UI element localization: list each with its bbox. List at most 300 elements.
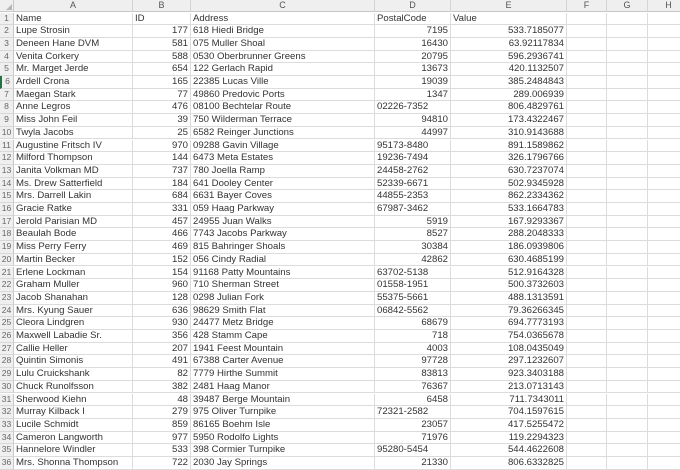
- name-cell[interactable]: Mr. Marget Jerde: [14, 63, 133, 76]
- id-cell[interactable]: 457: [133, 216, 191, 229]
- cell[interactable]: [648, 343, 680, 356]
- value-cell[interactable]: 533.1664783: [451, 203, 567, 216]
- name-cell[interactable]: Erlene Lockman: [14, 267, 133, 280]
- row-number[interactable]: 23: [0, 292, 14, 305]
- cell[interactable]: [648, 51, 680, 64]
- id-cell[interactable]: 636: [133, 305, 191, 318]
- header-cell[interactable]: Address: [191, 13, 375, 26]
- id-cell[interactable]: 152: [133, 254, 191, 267]
- value-cell[interactable]: 167.9293367: [451, 216, 567, 229]
- id-cell[interactable]: 279: [133, 406, 191, 419]
- postal-code-cell[interactable]: 68679: [375, 317, 451, 330]
- cell[interactable]: [648, 444, 680, 457]
- cell[interactable]: [607, 355, 648, 368]
- id-cell[interactable]: 476: [133, 101, 191, 114]
- id-cell[interactable]: 684: [133, 190, 191, 203]
- cell[interactable]: [607, 152, 648, 165]
- value-cell[interactable]: 488.1313591: [451, 292, 567, 305]
- cell[interactable]: [607, 317, 648, 330]
- cell[interactable]: [567, 76, 607, 89]
- cell[interactable]: [607, 51, 648, 64]
- value-cell[interactable]: 310.9143688: [451, 127, 567, 140]
- cell[interactable]: [607, 140, 648, 153]
- row-number[interactable]: 7: [0, 89, 14, 102]
- cell[interactable]: [607, 254, 648, 267]
- cell[interactable]: [648, 203, 680, 216]
- cell[interactable]: [648, 114, 680, 127]
- cell[interactable]: [648, 406, 680, 419]
- name-cell[interactable]: Miss Perry Ferry: [14, 241, 133, 254]
- name-cell[interactable]: Twyla Jacobs: [14, 127, 133, 140]
- cell[interactable]: [567, 63, 607, 76]
- name-cell[interactable]: Lulu Cruickshank: [14, 368, 133, 381]
- postal-code-cell[interactable]: 7195: [375, 25, 451, 38]
- cell[interactable]: [648, 355, 680, 368]
- cell[interactable]: [648, 241, 680, 254]
- row-number[interactable]: 35: [0, 444, 14, 457]
- value-cell[interactable]: 711.7343011: [451, 394, 567, 407]
- value-cell[interactable]: 754.0365678: [451, 330, 567, 343]
- cell[interactable]: [607, 330, 648, 343]
- row-number[interactable]: 29: [0, 368, 14, 381]
- cell[interactable]: [648, 89, 680, 102]
- address-cell[interactable]: 22385 Lucas Ville: [191, 76, 375, 89]
- cell[interactable]: [648, 216, 680, 229]
- header-cell[interactable]: Name: [14, 13, 133, 26]
- row-number[interactable]: 5: [0, 63, 14, 76]
- cell[interactable]: [567, 432, 607, 445]
- value-cell[interactable]: 288.2048333: [451, 228, 567, 241]
- cell[interactable]: [607, 216, 648, 229]
- id-cell[interactable]: 39: [133, 114, 191, 127]
- row-number[interactable]: 14: [0, 178, 14, 191]
- cell[interactable]: [607, 279, 648, 292]
- cell[interactable]: [567, 330, 607, 343]
- value-cell[interactable]: 108.0435049: [451, 343, 567, 356]
- address-cell[interactable]: 39487 Berge Mountain: [191, 394, 375, 407]
- value-cell[interactable]: 596.2936741: [451, 51, 567, 64]
- postal-code-cell[interactable]: 8527: [375, 228, 451, 241]
- value-cell[interactable]: 289.006939: [451, 89, 567, 102]
- cell[interactable]: [607, 203, 648, 216]
- postal-code-cell[interactable]: 42862: [375, 254, 451, 267]
- id-cell[interactable]: 588: [133, 51, 191, 64]
- cell[interactable]: [607, 292, 648, 305]
- id-cell[interactable]: 48: [133, 394, 191, 407]
- cell[interactable]: [648, 279, 680, 292]
- cell[interactable]: [607, 127, 648, 140]
- address-cell[interactable]: 7779 Hirthe Summit: [191, 368, 375, 381]
- value-cell[interactable]: 420.1132507: [451, 63, 567, 76]
- row-number[interactable]: 16: [0, 203, 14, 216]
- address-cell[interactable]: 2030 Jay Springs: [191, 457, 375, 470]
- postal-code-cell[interactable]: 67987-3462: [375, 203, 451, 216]
- id-cell[interactable]: 737: [133, 165, 191, 178]
- cell[interactable]: [648, 267, 680, 280]
- cell[interactable]: [607, 267, 648, 280]
- id-cell[interactable]: 581: [133, 38, 191, 51]
- cell[interactable]: [607, 63, 648, 76]
- row-number[interactable]: 4: [0, 51, 14, 64]
- value-cell[interactable]: 500.3732603: [451, 279, 567, 292]
- id-cell[interactable]: 930: [133, 317, 191, 330]
- name-cell[interactable]: Miss John Feil: [14, 114, 133, 127]
- row-number[interactable]: 31: [0, 394, 14, 407]
- address-cell[interactable]: 0298 Julian Fork: [191, 292, 375, 305]
- row-number[interactable]: 32: [0, 406, 14, 419]
- row-number[interactable]: 10: [0, 127, 14, 140]
- value-cell[interactable]: 891.1589862: [451, 140, 567, 153]
- row-number[interactable]: 28: [0, 355, 14, 368]
- address-cell[interactable]: 056 Cindy Radial: [191, 254, 375, 267]
- postal-code-cell[interactable]: 97728: [375, 355, 451, 368]
- id-cell[interactable]: 128: [133, 292, 191, 305]
- cell[interactable]: [607, 444, 648, 457]
- name-cell[interactable]: Gracie Ratke: [14, 203, 133, 216]
- id-cell[interactable]: 977: [133, 432, 191, 445]
- id-cell[interactable]: 207: [133, 343, 191, 356]
- id-cell[interactable]: 144: [133, 152, 191, 165]
- cell[interactable]: [607, 25, 648, 38]
- value-cell[interactable]: 79.36266345: [451, 305, 567, 318]
- cell[interactable]: [607, 101, 648, 114]
- postal-code-cell[interactable]: 95280-5454: [375, 444, 451, 457]
- cell[interactable]: [567, 203, 607, 216]
- cell[interactable]: [567, 38, 607, 51]
- postal-code-cell[interactable]: 52339-6671: [375, 178, 451, 191]
- row-number[interactable]: 15: [0, 190, 14, 203]
- cell[interactable]: [648, 368, 680, 381]
- value-cell[interactable]: 119.2294323: [451, 432, 567, 445]
- cell[interactable]: [567, 457, 607, 470]
- postal-code-cell[interactable]: 20795: [375, 51, 451, 64]
- cell[interactable]: [567, 89, 607, 102]
- row-number[interactable]: 24: [0, 305, 14, 318]
- row-number[interactable]: 21: [0, 267, 14, 280]
- cell[interactable]: [648, 432, 680, 445]
- cell[interactable]: [648, 178, 680, 191]
- cell[interactable]: [567, 305, 607, 318]
- header-cell[interactable]: ID: [133, 13, 191, 26]
- value-cell[interactable]: 704.1597615: [451, 406, 567, 419]
- postal-code-cell[interactable]: 44997: [375, 127, 451, 140]
- postal-code-cell[interactable]: 21330: [375, 457, 451, 470]
- value-cell[interactable]: 297.1232607: [451, 355, 567, 368]
- cell[interactable]: [567, 292, 607, 305]
- address-cell[interactable]: 428 Stamm Cape: [191, 330, 375, 343]
- cell[interactable]: [567, 13, 607, 26]
- name-cell[interactable]: Maxwell Labadie Sr.: [14, 330, 133, 343]
- cell[interactable]: [567, 216, 607, 229]
- cell[interactable]: [648, 317, 680, 330]
- id-cell[interactable]: 533: [133, 444, 191, 457]
- row-number[interactable]: 6: [0, 76, 14, 89]
- postal-code-cell[interactable]: 76367: [375, 381, 451, 394]
- postal-code-cell[interactable]: 6458: [375, 394, 451, 407]
- address-cell[interactable]: 0530 Oberbrunner Greens: [191, 51, 375, 64]
- cell[interactable]: [607, 432, 648, 445]
- column-header-d[interactable]: D: [375, 0, 451, 12]
- cell[interactable]: [648, 63, 680, 76]
- postal-code-cell[interactable]: 19236-7494: [375, 152, 451, 165]
- name-cell[interactable]: Anne Legros: [14, 101, 133, 114]
- address-cell[interactable]: 98629 Smith Flat: [191, 305, 375, 318]
- cell[interactable]: [607, 343, 648, 356]
- id-cell[interactable]: 154: [133, 267, 191, 280]
- row-number[interactable]: 13: [0, 165, 14, 178]
- name-cell[interactable]: Chuck Runolfsson: [14, 381, 133, 394]
- cell[interactable]: [567, 368, 607, 381]
- name-cell[interactable]: Milford Thompson: [14, 152, 133, 165]
- cell[interactable]: [607, 305, 648, 318]
- row-number[interactable]: 9: [0, 114, 14, 127]
- id-cell[interactable]: 960: [133, 279, 191, 292]
- cell[interactable]: [607, 228, 648, 241]
- address-cell[interactable]: 750 Wilderman Terrace: [191, 114, 375, 127]
- value-cell[interactable]: 63.92117834: [451, 38, 567, 51]
- row-number[interactable]: 3: [0, 38, 14, 51]
- row-number[interactable]: 12: [0, 152, 14, 165]
- name-cell[interactable]: Quintin Simonis: [14, 355, 133, 368]
- postal-code-cell[interactable]: 63702-5138: [375, 267, 451, 280]
- row-number[interactable]: 25: [0, 317, 14, 330]
- postal-code-cell[interactable]: 718: [375, 330, 451, 343]
- cell[interactable]: [607, 89, 648, 102]
- postal-code-cell[interactable]: 4003: [375, 343, 451, 356]
- cell[interactable]: [567, 381, 607, 394]
- cell[interactable]: [607, 406, 648, 419]
- address-cell[interactable]: 6631 Bayer Coves: [191, 190, 375, 203]
- cell[interactable]: [648, 305, 680, 318]
- name-cell[interactable]: Maegan Stark: [14, 89, 133, 102]
- column-header-e[interactable]: E: [451, 0, 567, 12]
- name-cell[interactable]: Cleora Lindgren: [14, 317, 133, 330]
- cell[interactable]: [567, 190, 607, 203]
- column-header-a[interactable]: A: [14, 0, 133, 12]
- postal-code-cell[interactable]: 02226-7352: [375, 101, 451, 114]
- name-cell[interactable]: Venita Corkery: [14, 51, 133, 64]
- cell[interactable]: [607, 394, 648, 407]
- postal-code-cell[interactable]: 01558-1951: [375, 279, 451, 292]
- id-cell[interactable]: 859: [133, 419, 191, 432]
- row-number[interactable]: 20: [0, 254, 14, 267]
- cell[interactable]: [607, 241, 648, 254]
- row-number[interactable]: 34: [0, 432, 14, 445]
- address-cell[interactable]: 975 Oliver Turnpike: [191, 406, 375, 419]
- address-cell[interactable]: 86165 Boehm Isle: [191, 419, 375, 432]
- row-number[interactable]: 27: [0, 343, 14, 356]
- postal-code-cell[interactable]: 55375-5661: [375, 292, 451, 305]
- cell[interactable]: [567, 406, 607, 419]
- cell[interactable]: [567, 343, 607, 356]
- value-cell[interactable]: 326.1796766: [451, 152, 567, 165]
- cell[interactable]: [648, 13, 680, 26]
- name-cell[interactable]: Graham Muller: [14, 279, 133, 292]
- postal-code-cell[interactable]: 23057: [375, 419, 451, 432]
- id-cell[interactable]: 177: [133, 25, 191, 38]
- cell[interactable]: [607, 190, 648, 203]
- cell[interactable]: [648, 101, 680, 114]
- cell[interactable]: [567, 254, 607, 267]
- address-cell[interactable]: 24955 Juan Walks: [191, 216, 375, 229]
- address-cell[interactable]: 6473 Meta Estates: [191, 152, 375, 165]
- cell[interactable]: [648, 190, 680, 203]
- row-number[interactable]: 11: [0, 140, 14, 153]
- cell[interactable]: [567, 101, 607, 114]
- cell[interactable]: [648, 254, 680, 267]
- cell[interactable]: [567, 279, 607, 292]
- id-cell[interactable]: 331: [133, 203, 191, 216]
- value-cell[interactable]: 630.7237074: [451, 165, 567, 178]
- address-cell[interactable]: 08100 Bechtelar Route: [191, 101, 375, 114]
- cell[interactable]: [607, 38, 648, 51]
- address-cell[interactable]: 710 Sherman Street: [191, 279, 375, 292]
- value-cell[interactable]: 186.0939806: [451, 241, 567, 254]
- cell[interactable]: [648, 381, 680, 394]
- column-header-f[interactable]: F: [567, 0, 607, 12]
- postal-code-cell[interactable]: 5919: [375, 216, 451, 229]
- cell[interactable]: [648, 76, 680, 89]
- postal-code-cell[interactable]: 19039: [375, 76, 451, 89]
- postal-code-cell[interactable]: 44855-2353: [375, 190, 451, 203]
- row-number[interactable]: 1: [0, 13, 14, 26]
- address-cell[interactable]: 641 Dooley Center: [191, 178, 375, 191]
- name-cell[interactable]: Mrs. Kyung Sauer: [14, 305, 133, 318]
- postal-code-cell[interactable]: 06842-5562: [375, 305, 451, 318]
- value-cell[interactable]: 173.4322467: [451, 114, 567, 127]
- cell[interactable]: [648, 292, 680, 305]
- name-cell[interactable]: Callie Heller: [14, 343, 133, 356]
- value-cell[interactable]: 806.6332825: [451, 457, 567, 470]
- id-cell[interactable]: 469: [133, 241, 191, 254]
- name-cell[interactable]: Jerold Parisian MD: [14, 216, 133, 229]
- id-cell[interactable]: 82: [133, 368, 191, 381]
- name-cell[interactable]: Cameron Langworth: [14, 432, 133, 445]
- id-cell[interactable]: 654: [133, 63, 191, 76]
- name-cell[interactable]: Sherwood Kiehn: [14, 394, 133, 407]
- address-cell[interactable]: 6582 Reinger Junctions: [191, 127, 375, 140]
- select-all-corner[interactable]: [0, 0, 14, 12]
- cell[interactable]: [567, 140, 607, 153]
- address-cell[interactable]: 5950 Rodolfo Lights: [191, 432, 375, 445]
- name-cell[interactable]: Deneen Hane DVM: [14, 38, 133, 51]
- row-number[interactable]: 18: [0, 228, 14, 241]
- cell[interactable]: [567, 317, 607, 330]
- postal-code-cell[interactable]: 30384: [375, 241, 451, 254]
- name-cell[interactable]: Beaulah Bode: [14, 228, 133, 241]
- address-cell[interactable]: 075 Muller Shoal: [191, 38, 375, 51]
- cell[interactable]: [648, 38, 680, 51]
- address-cell[interactable]: 7743 Jacobs Parkway: [191, 228, 375, 241]
- name-cell[interactable]: Lucile Schmidt: [14, 419, 133, 432]
- cell[interactable]: [567, 165, 607, 178]
- row-number[interactable]: 30: [0, 381, 14, 394]
- cell[interactable]: [567, 444, 607, 457]
- id-cell[interactable]: 165: [133, 76, 191, 89]
- cell[interactable]: [607, 457, 648, 470]
- row-number[interactable]: 19: [0, 241, 14, 254]
- cell[interactable]: [648, 25, 680, 38]
- cell[interactable]: [648, 140, 680, 153]
- cell[interactable]: [607, 178, 648, 191]
- address-cell[interactable]: 24477 Metz Bridge: [191, 317, 375, 330]
- name-cell[interactable]: Ardell Crona: [14, 76, 133, 89]
- address-cell[interactable]: 780 Joella Ramp: [191, 165, 375, 178]
- row-number[interactable]: 17: [0, 216, 14, 229]
- header-cell[interactable]: PostalCode: [375, 13, 451, 26]
- postal-code-cell[interactable]: 1347: [375, 89, 451, 102]
- name-cell[interactable]: Ms. Drew Satterfield: [14, 178, 133, 191]
- cell[interactable]: [648, 165, 680, 178]
- name-cell[interactable]: Murray Kilback I: [14, 406, 133, 419]
- name-cell[interactable]: Hannelore Windler: [14, 444, 133, 457]
- cell[interactable]: [567, 127, 607, 140]
- name-cell[interactable]: Mrs. Darrell Lakin: [14, 190, 133, 203]
- name-cell[interactable]: Janita Volkman MD: [14, 165, 133, 178]
- cell[interactable]: [607, 13, 648, 26]
- value-cell[interactable]: 923.3403188: [451, 368, 567, 381]
- row-number[interactable]: 36: [0, 457, 14, 470]
- value-cell[interactable]: 533.7185077: [451, 25, 567, 38]
- cell[interactable]: [648, 127, 680, 140]
- row-number[interactable]: 2: [0, 25, 14, 38]
- id-cell[interactable]: 970: [133, 140, 191, 153]
- cell[interactable]: [567, 267, 607, 280]
- postal-code-cell[interactable]: 94810: [375, 114, 451, 127]
- value-cell[interactable]: 694.7773193: [451, 317, 567, 330]
- row-number[interactable]: 33: [0, 419, 14, 432]
- postal-code-cell[interactable]: 95173-8480: [375, 140, 451, 153]
- address-cell[interactable]: 67388 Carter Avenue: [191, 355, 375, 368]
- cell[interactable]: [567, 114, 607, 127]
- address-cell[interactable]: 09288 Gavin Village: [191, 140, 375, 153]
- value-cell[interactable]: 417.5255472: [451, 419, 567, 432]
- address-cell[interactable]: 91168 Patty Mountains: [191, 267, 375, 280]
- address-cell[interactable]: 49860 Predovic Ports: [191, 89, 375, 102]
- id-cell[interactable]: 25: [133, 127, 191, 140]
- cell[interactable]: [648, 394, 680, 407]
- name-cell[interactable]: Martin Becker: [14, 254, 133, 267]
- cell[interactable]: [648, 419, 680, 432]
- value-cell[interactable]: 862.2334362: [451, 190, 567, 203]
- id-cell[interactable]: 356: [133, 330, 191, 343]
- value-cell[interactable]: 502.9345928: [451, 178, 567, 191]
- id-cell[interactable]: 466: [133, 228, 191, 241]
- id-cell[interactable]: 184: [133, 178, 191, 191]
- cell[interactable]: [648, 457, 680, 470]
- address-cell[interactable]: 122 Gerlach Rapid: [191, 63, 375, 76]
- cell[interactable]: [567, 25, 607, 38]
- row-number[interactable]: 26: [0, 330, 14, 343]
- value-cell[interactable]: 630.4685199: [451, 254, 567, 267]
- cell[interactable]: [567, 152, 607, 165]
- name-cell[interactable]: Augustine Fritsch IV: [14, 140, 133, 153]
- cell[interactable]: [648, 228, 680, 241]
- address-cell[interactable]: 059 Haag Parkway: [191, 203, 375, 216]
- cell[interactable]: [607, 368, 648, 381]
- column-header-h[interactable]: H: [648, 0, 680, 12]
- postal-code-cell[interactable]: 16430: [375, 38, 451, 51]
- address-cell[interactable]: 618 Hiedi Bridge: [191, 25, 375, 38]
- cell[interactable]: [607, 114, 648, 127]
- postal-code-cell[interactable]: 72321-2582: [375, 406, 451, 419]
- postal-code-cell[interactable]: 71976: [375, 432, 451, 445]
- cell[interactable]: [648, 330, 680, 343]
- cell[interactable]: [567, 51, 607, 64]
- cell[interactable]: [648, 152, 680, 165]
- cell[interactable]: [607, 419, 648, 432]
- row-number[interactable]: 8: [0, 101, 14, 114]
